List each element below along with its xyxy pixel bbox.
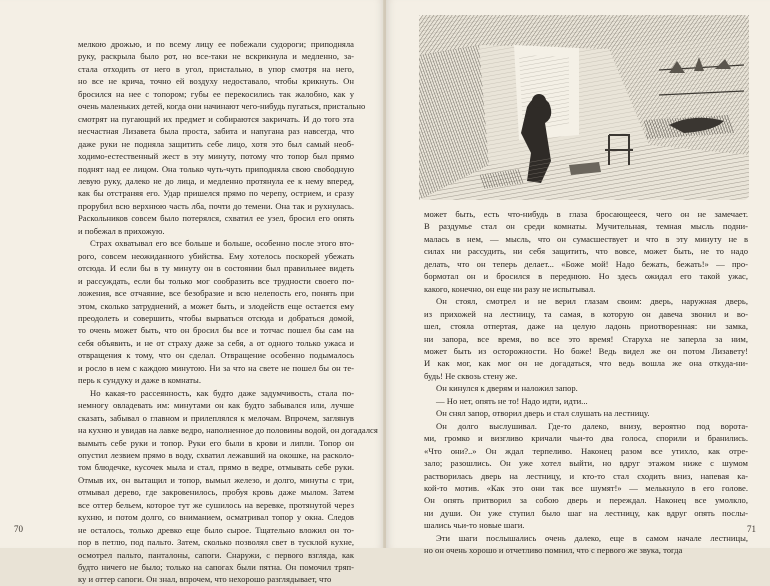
- right-page: [386, 0, 770, 556]
- text-line: Раскольников совсем было потерялся, схватил ее узел, бросил его опять: [78, 213, 354, 224]
- text-line: делать, что он теперь делает... «Боже мой! Надо бежать, бежать!» — про-: [424, 258, 748, 269]
- text-line: смотрят на пугающий их предмет и собираются закричать. И до того эта: [78, 113, 354, 124]
- text-line: Эти шаги послышались очень далеко, еще в самом начале лестницы,: [436, 532, 748, 543]
- text-line: очень маленьких детей, когда они начинают чего-нибудь пугаться, пристально: [78, 101, 366, 112]
- text-line: будь! Не сквозь стену же.: [424, 370, 518, 381]
- text-line: поднят над ее лицом. Она только чуть-чуть приподняла свою свободную: [78, 163, 354, 174]
- text-line: Он снял запор, отворил дверь и стал слушать на лестницу.: [436, 408, 650, 419]
- text-line: В раздумье стал он среди комнаты. Мучительная, темная мысль подни-: [424, 221, 748, 232]
- text-line: Он стоял, смотрел и не верил глазам своим: дверь, наружная дверь,: [436, 296, 748, 307]
- text-line: и росло в нем с каждою минутою. Ни за что на свете не пошел бы он те-: [78, 362, 354, 373]
- text-line: мелкою дрожью, и по всему лицу ее побежали судороги; приподняла: [78, 39, 354, 49]
- page-number-left: 70: [14, 524, 23, 534]
- text-line: и побежал в прихожую.: [78, 225, 165, 236]
- text-line: шались чьи-то новые шаги.: [424, 520, 525, 531]
- text-line: левую руку, далеко не до лица, и медленно протянула ее к нему вперед,: [78, 175, 354, 186]
- text-line: стала отходить от него в угол, пристально, в упор смотря на него,: [78, 63, 354, 74]
- text-line: бормотал он и бросился в переднюю. Но здесь ожидал его такой ужас,: [424, 271, 748, 282]
- text-line: ни души. Он уже ступил было шаг на лестницу, как вдруг опять послы-: [424, 507, 748, 518]
- text-line: ложения, все отчаяние, все безобразие и всю нелепость его, понять при: [78, 288, 354, 299]
- text-line: на кухню и увидав на лавке ведро, наполненное до половины водой, он догадался: [78, 425, 378, 436]
- text-line: и рассуждать, если бы только мог сообразить все трудности своего по-: [78, 275, 354, 286]
- text-line: немногу овладевать им: минутами он как будто забывался или, лучше: [78, 400, 354, 411]
- text-line: бросился на нее с топором; губы ее перекосились так жалобно, как у: [78, 88, 354, 99]
- text-line: но он очень хорошо и отчетливо помнил, что с первого же звука, тогда: [424, 545, 683, 556]
- text-line: отмывал дерево, где закровенилось, пробуя кровь даже мылом. Затем: [78, 487, 354, 498]
- engraving-illustration: [419, 15, 749, 200]
- right-text-column: [424, 208, 748, 557]
- text-line: перь к сундуку и даже в комнаты.: [78, 375, 201, 386]
- text-line: Но какая-то рассеянность, как будто даже задумчивость, стала по-: [90, 387, 354, 398]
- text-line: кой-то мотив. «Как это они так все шумят!» — мелькнуло в его голове.: [424, 482, 748, 493]
- text-line: малась в нем, — мысль, что он сумасшествует и что в эту минуту не в: [424, 233, 748, 244]
- text-line: из прихожей на лестницу, та самая, в которую он давеча звонил и во-: [424, 308, 748, 319]
- text-line: ку и оттер сапоги. Он знал, впрочем, что нехорошо разглядывает, что: [78, 574, 332, 585]
- text-line: Он кинулся к дверям и наложил запор.: [436, 383, 578, 394]
- text-line: этом, сколько затруднений, а может быть, и злодейств еще остается ему: [78, 300, 354, 311]
- text-line: И как мог, как мог он не догадаться, что ведь вошла же она откуда-ни-: [424, 358, 748, 369]
- text-line: рого, совсем неожиданного убийства. Ему хотелось поскорей убежать: [78, 250, 354, 261]
- text-line: преодолеть и совершить, чтобы вырваться отсюда и добраться домой,: [78, 312, 354, 323]
- page-number-right: 71: [747, 524, 756, 534]
- text-line: то очень может быть, что он бросил бы все и тотчас пошел бы сам на: [78, 325, 354, 336]
- text-line: вымыть себе руки и топор. Руки его были в крови и липли. Топор он: [78, 437, 354, 448]
- text-line: отсюда. И если бы в ту минуту он в состоянии был правильнее видеть: [78, 263, 354, 274]
- text-line: пор в петлю, под пальто. Затем, сколько позволял свет в тусклой кухне,: [78, 537, 354, 548]
- text-line: осмотрел пальто, панталоны, сапоги. Снаружи, с первого взгляда, как: [78, 549, 354, 560]
- text-line: шел, стояла отпертая, даже на целую ладонь приотворенная: ни замка,: [424, 321, 748, 332]
- text-line: опустил лезвием прямо в воду, схватил лежавший на окошке, на расколо-: [78, 449, 354, 460]
- text-line: несчастная Лизавета была проста, забита и напугана раз навсегда, что: [78, 126, 354, 137]
- text-line: может быть из осторожности. Но боже! Ведь видел же он потом Лизавету!: [424, 345, 748, 356]
- text-line: ходимо-естественный жест в эту минуту, потому что топор был прямо: [78, 151, 354, 162]
- text-line: Отмыв их, он вытащил и топор, вымыл железо, и долго, минуты с три,: [78, 474, 354, 485]
- text-line: даже руки не подняла защитить себе лицо, хотя это был самый необ-: [78, 138, 354, 149]
- text-line: все оттер бельем, которое тут же сушилось на веревке, протянутой через: [78, 499, 354, 510]
- text-line: — Но нет, опять не то! Надо идти, идти...: [436, 395, 588, 406]
- text-line: но все не крича, точно ей воздуху недоставало, чтобы крикнуть. Он: [78, 76, 354, 87]
- text-line: прорубил всю верхнюю часть лба, почти до темени. Она так и рухнулась.: [78, 200, 354, 211]
- text-line: том блюдечке, кусочек мыла и стал, прямо в ведре, отмывать себе руки.: [78, 462, 354, 473]
- text-line: какого, конечно, он еще ни разу не испытывал.: [424, 283, 596, 294]
- text-line: кухню, и потом долго, со вниманием, осматривал топор у окна. Следов: [78, 512, 354, 523]
- text-line: растворилась дверь на лестницу, и кто-то стал сходить вниз, напевая ка-: [424, 470, 748, 481]
- text-line: может быть, есть что-нибудь в глаза бросающееся, чего он не замечает.: [424, 209, 748, 219]
- text-line: Страх охватывал его все больше и больше, особенно после этого вто-: [90, 238, 354, 249]
- text-line: не осталось, только древко еще было сырое. Тщательно вложил он то-: [78, 524, 354, 535]
- text-line: ни запора, все время, во все это время! Старуха не заперла за ним,: [424, 333, 748, 344]
- text-line: ми, громко и визгливо кричали чьи-то два голоса, спорили и бранились.: [424, 433, 748, 444]
- text-line: сказать, забывал о главном и прилеплялся к мелочам. Впрочем, заглянув: [78, 412, 354, 423]
- text-line: Он долго выслушивал. Где-то далеко, внизу, вероятно под ворота-: [436, 420, 748, 431]
- text-line: Он опять притворил за собою дверь и переждал. Наконец все умолкло,: [424, 495, 748, 506]
- text-line: зало; разошлись. Он уже хотел выйти, но вдруг этажом ниже с шумом: [424, 458, 748, 469]
- text-line: отвращения к тому, что он сделал. Отвращение особенно подымалось: [78, 350, 354, 361]
- left-text-column: [78, 38, 378, 586]
- text-line: руку, раскрыла было рот, но все-таки не вскрикнула и медленно, за-: [78, 51, 354, 62]
- text-line: силах ни рассудить, ни себя защитить, что вовсе, может быть, не то надо: [424, 246, 748, 257]
- text-line: как бы отстраняя его. Удар пришелся прямо по черепу, острием, и сразу: [78, 188, 354, 199]
- text-line: «Что они?..» Он ждал терпеливо. Наконец разом все утихло, как отре-: [424, 445, 748, 456]
- text-line: будто ничего не было; только на сапогах были пятна. Он помочил тряп-: [78, 562, 354, 573]
- left-page: [0, 0, 384, 585]
- text-line: себя объявить, и не от страху даже за себя, а от одного только ужаса и: [78, 337, 354, 348]
